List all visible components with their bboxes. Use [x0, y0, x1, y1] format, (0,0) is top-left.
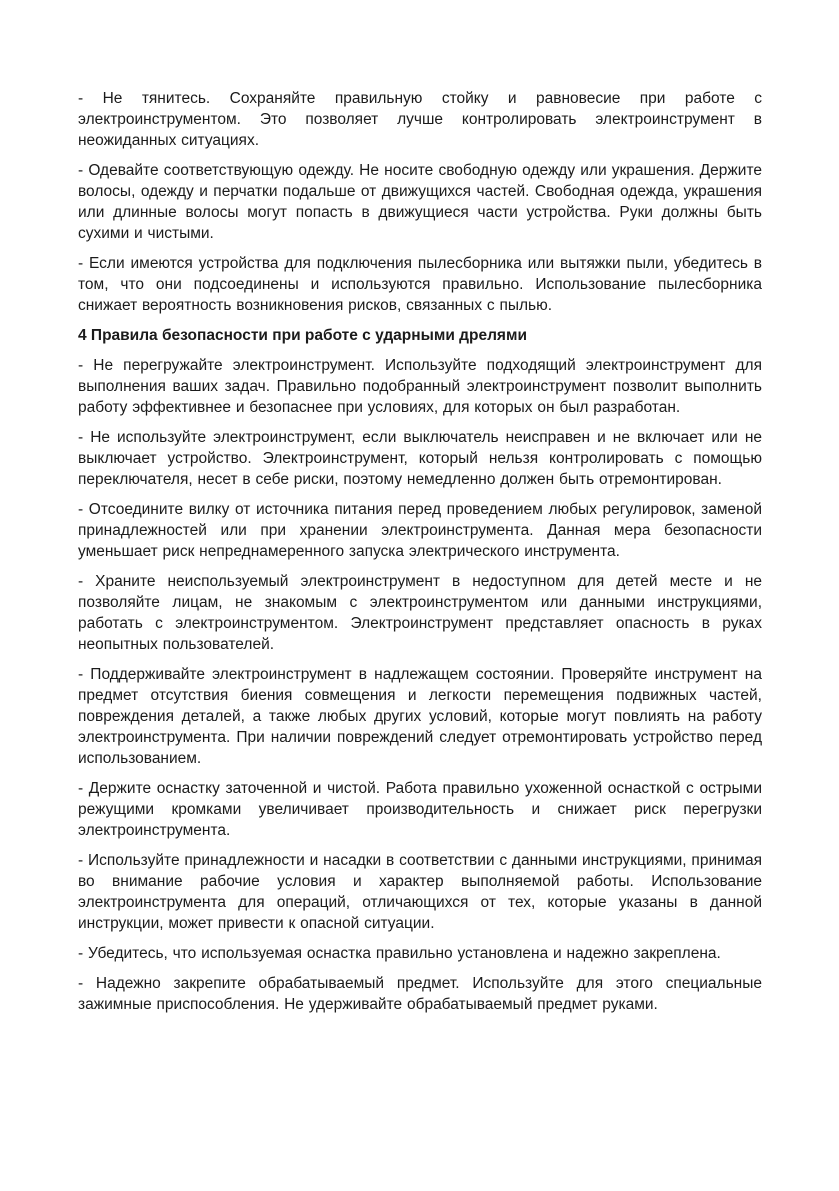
paragraph-store-away-from-children: - Храните неиспользуемый электроинструмент в недоступном для детей месте и не позволяйте лицам, не знакомым с электроинструментом или данными инструкциями, работать с электроинструментом. Электроинструмент представляет опасность в руках неопытных пользователей.: [78, 573, 762, 653]
section-heading-impact-drill-safety: 4 Правила безопасности при работе с ударными дрелями: [78, 327, 527, 344]
paragraph-clamp-workpiece: - Надежно закрепите обрабатываемый предмет. Используйте для этого специальные зажимные приспособления. Не удерживайте обрабатываемый предмет руками.: [78, 975, 762, 1013]
paragraph-faulty-switch: - Не используйте электроинструмент, если выключатель неисправен и не включает или не выключает устройство. Электроинструмент, который нельзя контролировать с помощью переключателя, несет в себе риски, поэтому немедленно должен быть отремонтирован.: [78, 429, 762, 488]
paragraph-use-accessories-per-instructions: - Используйте принадлежности и насадки в соответствии с данными инструкциями, принимая во внимание рабочие условия и характер выполняемой работы. Использование электроинструмента для операций, отличающихся от тех, которые указаны в данной инструкции, может привести к опасной ситуации.: [78, 852, 762, 932]
paragraph-no-overload: - Не перегружайте электроинструмент. Используйте подходящий электроинструмент для выполнения ваших задач. Правильно подобранный электроинструмент позволит выполнить работу эффективнее и безопаснее при условиях, для которых он был разработан.: [78, 357, 762, 416]
paragraph-no-overreach: - Не тянитесь. Сохраняйте правильную стойку и равновесие при работе с электроинструментом. Это позволяет лучше контролировать электроинструмент в неожиданных ситуациях.: [78, 90, 762, 149]
paragraph-maintain-tool: - Поддерживайте электроинструмент в надлежащем состоянии. Проверяйте инструмент на предмет отсутствия биения совмещения и легкости перемещения подвижных частей, повреждения деталей, а также любых других условий, которые могут повлиять на работу электроинструмента. При наличии повреждений следует отремонтировать устройство перед использованием.: [78, 666, 762, 767]
paragraph-unplug-before-adjust: - Отсоедините вилку от источника питания перед проведением любых регулировок, заменой принадлежностей или при хранении электроинструмента. Данная мера безопасности уменьшает риск непреднамеренного запуска электрического инструмента.: [78, 501, 762, 560]
paragraph-secure-attachment: - Убедитесь, что используемая оснастка правильно установлена и надежно закреплена.: [78, 945, 721, 962]
document-body: [78, 88, 762, 1015]
paragraph-keep-bits-sharp: - Держите оснастку заточенной и чистой. Работа правильно ухоженной оснасткой с острыми режущими кромками увеличивает производительность и снижает риск перегрузки электроинструмента.: [78, 780, 762, 839]
paragraph-clothing: - Одевайте соответствующую одежду. Не носите свободную одежду или украшения. Держите волосы, одежду и перчатки подальше от движущихся частей. Свободная одежда, украшения или длинные волосы могут попасть в движущиеся части устройства. Руки должны быть сухими и чистыми.: [78, 162, 762, 242]
paragraph-dust-collector: - Если имеются устройства для подключения пылесборника или вытяжки пыли, убедитесь в том, что они подсоединены и используются правильно. Использование пылесборника снижает вероятность возникновения рисков, связанных с пылью.: [78, 255, 762, 314]
